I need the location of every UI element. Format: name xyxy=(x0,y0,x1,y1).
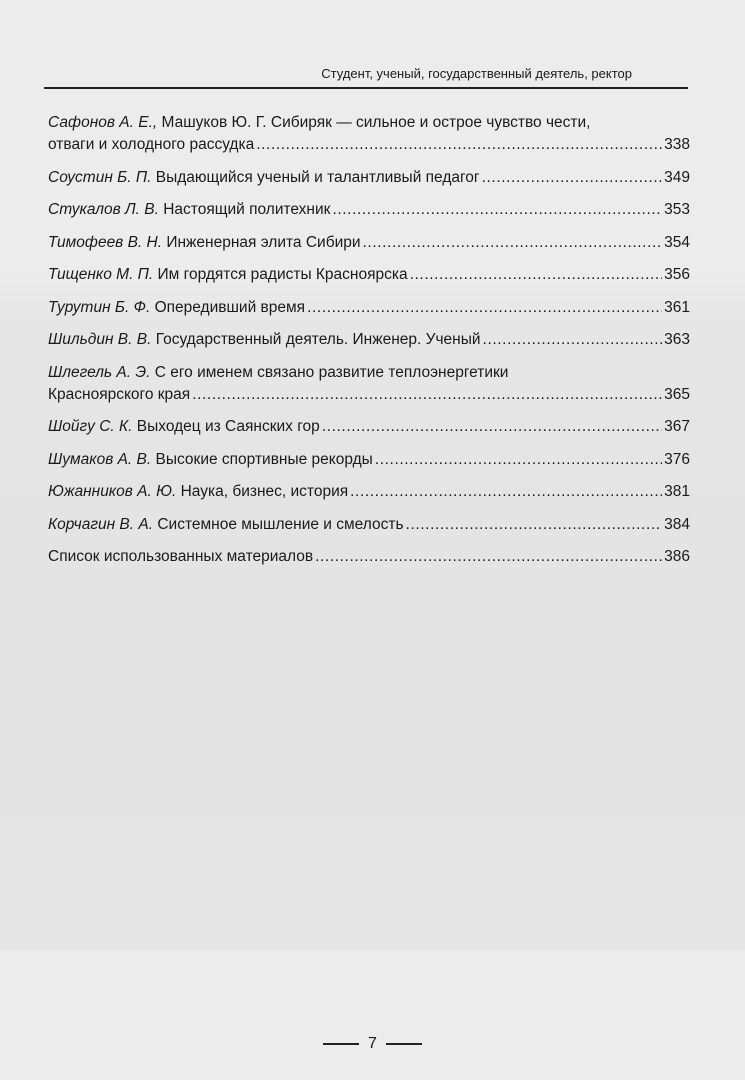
footer-dash-right xyxy=(386,1043,422,1045)
page-number: 7 xyxy=(368,1035,377,1052)
toc-entry[interactable] xyxy=(48,329,690,351)
header-rule xyxy=(44,87,688,89)
entry-author: Шильдин В. В. xyxy=(48,331,152,348)
entry-author: Сафонов А. Е., xyxy=(48,114,158,131)
toc-entry[interactable] xyxy=(48,362,690,406)
toc-entry[interactable] xyxy=(48,514,690,536)
entry-author: Корчагин В. А. xyxy=(48,515,154,533)
entry-author: Шлегель А. Э. xyxy=(48,363,151,381)
entry-title: Государственный деятель. Инженер. Ученый xyxy=(151,331,481,348)
dot-leader xyxy=(192,384,662,406)
dot-leader xyxy=(350,481,662,503)
entry-author: Соустин Б. П. xyxy=(48,168,152,186)
entry-page-number: 367 xyxy=(664,418,690,435)
running-header: Студент, ученый, государственный деятель, ректор xyxy=(321,66,632,81)
toc-entry[interactable] xyxy=(48,297,690,319)
toc-entry[interactable] xyxy=(48,481,690,503)
dot-leader xyxy=(332,199,662,221)
entry-page-number: 353 xyxy=(664,201,690,218)
entry-page-number: 356 xyxy=(664,266,690,283)
entry-page-number: 376 xyxy=(664,450,690,468)
toc-entry[interactable] xyxy=(48,416,690,438)
entry-page-number: 365 xyxy=(664,385,690,403)
table-of-contents xyxy=(48,112,690,579)
entry-title: С его именем связано развитие теплоэнергетики xyxy=(150,363,509,381)
entry-author: Южанников А. Ю. xyxy=(48,483,177,500)
dot-leader xyxy=(315,546,662,568)
entry-page-number: 338 xyxy=(664,136,690,153)
entry-title: Список использованных материалов xyxy=(48,548,314,565)
dot-leader xyxy=(307,297,662,319)
entry-title: Системное мышление и смелость xyxy=(153,515,404,533)
entry-title: Высокие спортивные рекорды xyxy=(151,450,373,468)
entry-title-continued: отваги и холодного рассудка xyxy=(48,136,255,153)
dot-leader xyxy=(375,449,662,471)
dot-leader xyxy=(322,416,662,438)
entry-title: Выходец из Саянских гор xyxy=(132,418,320,435)
toc-entry[interactable] xyxy=(48,199,690,221)
entry-title: Машуков Ю. Г. Сибиряк — сильное и острое чувство чести, xyxy=(157,114,591,131)
entry-page-number: 354 xyxy=(664,233,690,251)
dot-leader xyxy=(483,329,663,351)
toc-entry[interactable] xyxy=(48,232,690,254)
toc-entry[interactable] xyxy=(48,546,690,568)
entry-author: Стукалов Л. В. xyxy=(48,201,159,218)
dot-leader xyxy=(406,514,663,536)
entry-author: Тимофеев В. Н. xyxy=(48,233,163,251)
entry-author: Тищенко М. П. xyxy=(48,266,154,283)
entry-page-number: 361 xyxy=(664,298,690,316)
toc-entry[interactable] xyxy=(48,167,690,189)
entry-author: Шойгу С. К. xyxy=(48,418,133,435)
entry-page-number: 349 xyxy=(664,168,690,186)
entry-page-number: 381 xyxy=(664,483,690,500)
entry-author: Шумаков А. В. xyxy=(48,450,152,468)
footer-dash-left xyxy=(323,1043,359,1045)
entry-page-number: 384 xyxy=(664,515,690,533)
entry-title-continued: Красноярского края xyxy=(48,385,191,403)
toc-entry[interactable] xyxy=(48,449,690,471)
entry-page-number: 363 xyxy=(664,331,690,348)
entry-title: Инженерная элита Сибири xyxy=(162,233,361,251)
dot-leader xyxy=(363,232,663,254)
page-footer xyxy=(0,1035,745,1053)
dot-leader xyxy=(256,134,662,156)
entry-title: Выдающийся ученый и талантливый педагог xyxy=(151,168,480,186)
dot-leader xyxy=(410,264,663,286)
dot-leader xyxy=(482,167,663,189)
toc-entry[interactable] xyxy=(48,112,690,156)
entry-author: Турутин Б. Ф. xyxy=(48,298,151,316)
entry-title: Опередивший время xyxy=(150,298,306,316)
entry-title: Наука, бизнес, история xyxy=(176,483,349,500)
toc-entry[interactable] xyxy=(48,264,690,286)
entry-page-number: 386 xyxy=(664,548,690,565)
entry-title: Настоящий политехник xyxy=(158,201,331,218)
entry-title: Им гордятся радисты Красноярска xyxy=(153,266,408,283)
